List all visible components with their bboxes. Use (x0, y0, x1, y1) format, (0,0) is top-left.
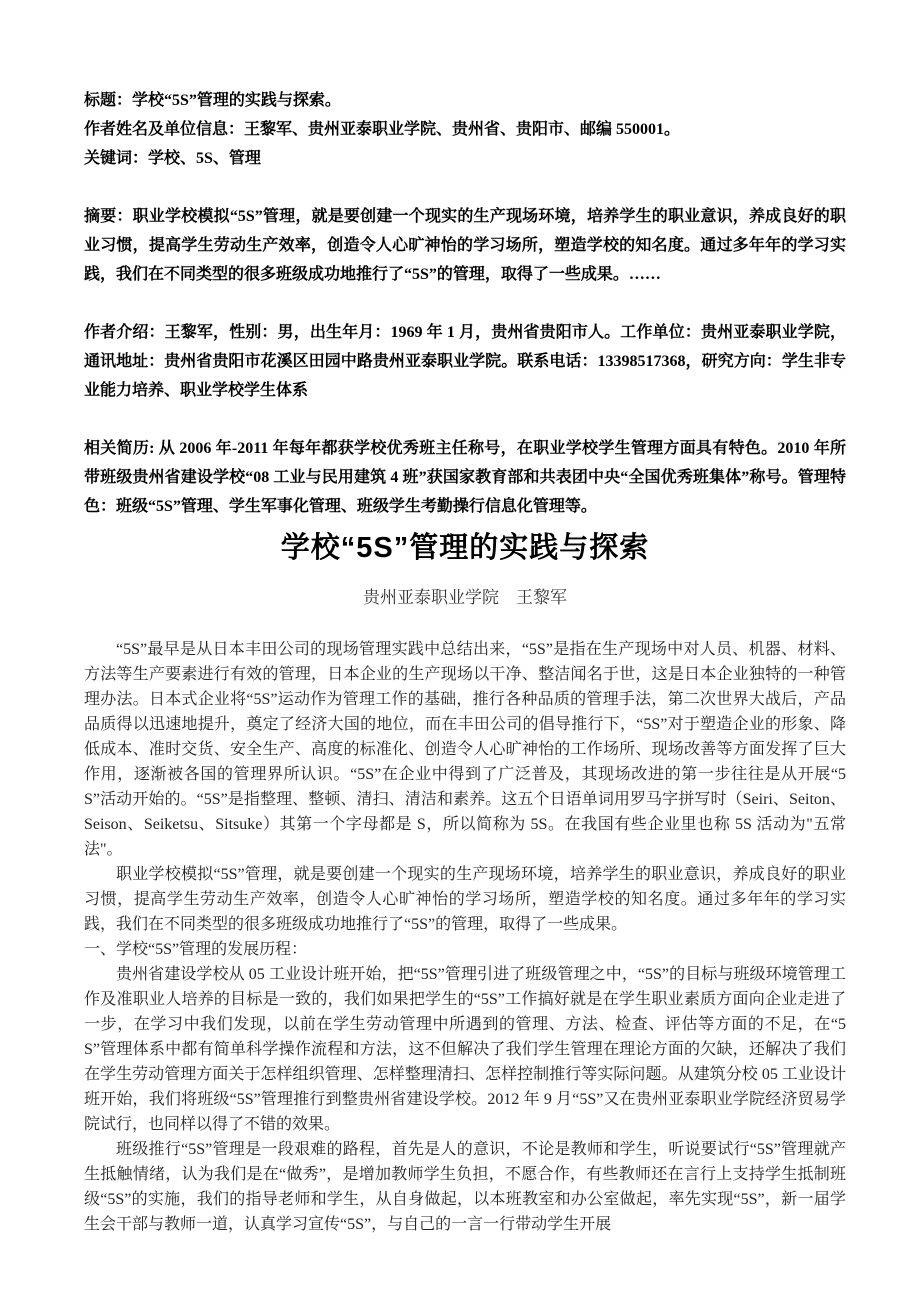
resume-paragraph: 相关简历: 从 2006 年-2011 年每年都获学校优秀班主任称号，在职业学校学生管理方面具有特色。2010 年所带班级贵州省建设学校“08 工业与民用建筑 4 班”获国家教育部和共表团中央“全国优秀班集体”称号。管理特色：班级“5S”管理、学生军事化管理、班级学生考勤操行信息化管理等。 (84, 440, 846, 515)
article-body (84, 637, 846, 1237)
article-byline: 贵州亚泰职业学院 王黎军 (363, 588, 567, 607)
section-heading-1: 一、学校“5S”管理的发展历程： (84, 941, 308, 958)
abstract-paragraph: 摘要：职业学校模拟“5S”管理，就是要创建一个现实的生产现场环境，培养学生的职业意识，养成良好的职业习惯，提高学生劳动生产效率，创造令人心旷神怡的学习场所，塑造学校的知名度。通过多年年的学习实践，我们在不同类型的很多班级成功地推行了“5S”的管理，取得了一些成果。…… (84, 208, 846, 283)
document-meta-block (84, 86, 846, 521)
spacer (84, 173, 846, 202)
document-content (84, 86, 846, 1237)
article-title: 学校“5S”管理的实践与探索 (280, 532, 650, 564)
meta-author-line: 作者姓名及单位信息：王黎军、贵州亚泰职业学院、贵州省、贵阳市、邮编 550001。 (84, 121, 681, 138)
author-intro-paragraph: 作者介绍：王黎军，性别：男，出生年月：1969 年 1 月，贵州省贵阳市人。工作单位：贵州亚泰职业学院，通讯地址：贵州省贵阳市花溪区田园中路贵州亚泰职业学院。联系电话：13398517368，研究方向：学生非专业能力培养、职业学校学生体系 (84, 324, 846, 399)
meta-title-line: 标题：学校“5S”管理的实践与探索。 (84, 92, 341, 109)
meta-keywords-line: 关键词：学校、5S、管理 (84, 150, 261, 167)
spacer (84, 289, 846, 318)
spacer (84, 405, 846, 434)
body-paragraph-1: “5S”最早是从日本丰田公司的现场管理实践中总结出来，“5S”是指在生产现场中对人员、机器、材料、方法等生产要素进行有效的管理，日本企业的生产现场以干净、整洁闻名于世，这是日本企业独特的一种管理办法。日本式企业将“5S”运动作为管理工作的基础，推行各种品质的管理手法，第二次世界大战后，产品品质得以迅速地提升，奠定了经济大国的地位，而在丰田公司的倡导推行下，“5S”对于塑造企业的形象、降低成本、准时交货、安全生产、高度的标准化、创造令人心旷神怡的工作场所、现场改善等方面发挥了巨大作用，逐渐被各国的管理界所认识。“5S”在企业中得到了广泛普及，其现场改进的第一步往往是从开展“5S”活动开始的。“5S”是指整理、整顿、清扫、清洁和素养。这五个日语单词用罗马字拼写时（Seiri、Seiton、Seison、Seiketsu、Sitsuke）其第一个字母都是 S，所以简称为 5S。在我国有些企业里也称 5S 活动为"五常法"。 (84, 641, 846, 858)
body-paragraph-3: 贵州省建设学校从 05 工业设计班开始，把“5S”管理引进了班级管理之中，“5S”的目标与班级环境管理工作及准职业人培养的目标是一致的，我们如果把学生的“5S”工作搞好就是在学生职业素质方面向企业走进了一步，在学习中我们发现，以前在学生劳动管理中所遇到的管理、方法、检查、评估等方面的不足，在“5S”管理体系中都有简单科学操作流程和方法，这不但解决了我们学生管理在理论方面的欠缺，还解决了我们在学生劳动管理方面关于怎样组织管理、怎样整理清扫、怎样控制推行等实际问题。从建筑分校 05 工业设计班开始，我们将班级“5S”管理推行到整贵州省建设学校。2012 年 9 月“5S”又在贵州亚泰职业学院经济贸易学院试行，也同样以得了不错的效果。 (84, 966, 846, 1133)
body-paragraph-2: 职业学校模拟“5S”管理，就是要创建一个现实的生产现场环境，培养学生的职业意识，养成良好的职业习惯，提高学生劳动生产效率，创造令人心旷神怡的学习场所，塑造学校的知名度。通过多年年的学习实践，我们在不同类型的很多班级成功地推行了“5S”的管理，取得了一些成果。 (84, 866, 846, 933)
body-paragraph-4: 班级推行“5S”管理是一段艰难的路程，首先是人的意识，不论是教师和学生，听说要试行“5S”管理就产生抵触情绪，认为我们是在“做秀”，是增加教师学生负担，不愿合作，有些教师还在言行上支持学生抵制班级“5S”的实施，我们的指导老师和学生，从自身做起，以本班教室和办公室做起，率先实现“5S”，新一届学生会干部与教师一道，认真学习宣传“5S”，与自己的一言一行带动学生开展 (84, 1141, 846, 1233)
